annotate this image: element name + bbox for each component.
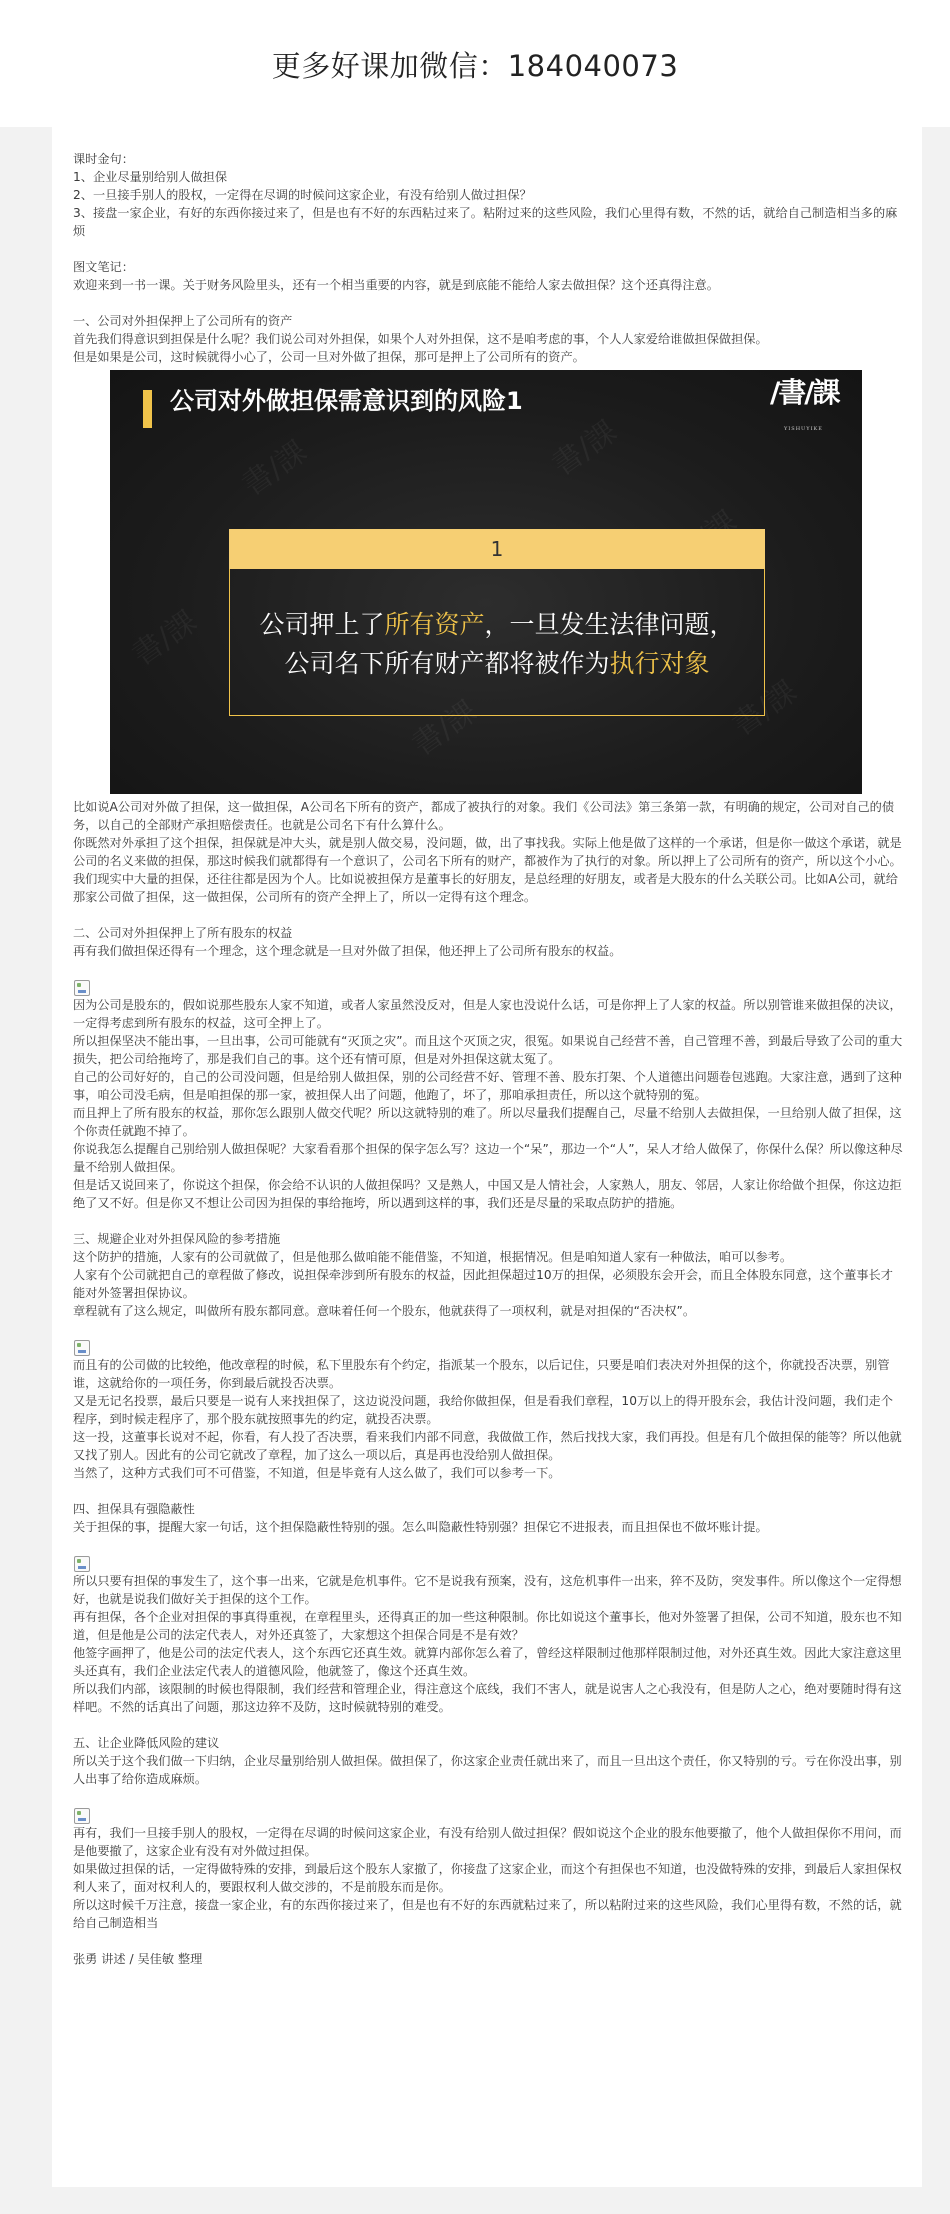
quote-3: 3、接盘一家企业，有好的东西你接过来了，但是也有不好的东西粘过来了。粘附过来的这些风险，我们心里得有数，不然的话，就给自己制造相当多的麻烦: [73, 206, 898, 238]
intro-paragraph: 欢迎来到一书一课。关于财务风险里头，还有一个相当重要的内容，就是到底能不能给人家去做担保？这个还真得注意。: [73, 278, 719, 292]
slide-point-line-2: 公司名下所有财产都将被作为执行对象: [284, 649, 710, 678]
quotes-heading: 课时金句：: [73, 152, 134, 166]
paragraph: 比如说A公司对外做了担保，这一做担保，A公司名下所有的资产，都成了被执行的对象。我们《公司法》第三条第一款，有明确的规定，公司对自己的债务，以自己的全部财产承担赔偿责任。也就是公司名下有什么算什么。: [73, 800, 895, 832]
paragraph: 但是话又说回来了，你说这个担保，你会给不认识的人做担保吗？又是熟人，中国又是人情社会，人家熟人，朋友、邻居，人家让你给做个担保，你这边拒绝了又不好。但是你又不想让公司因为担保的事给拖垮，所以遇到这样的事，我们还是尽量的采取点防护的措施。: [73, 1178, 902, 1210]
wechat-ad-text: 更多好课加微信：184040073: [271, 49, 679, 83]
paragraph: 关于担保的事，提醒大家一句话，这个担保隐蔽性特别的强。怎么叫隐蔽性特别强？担保它不进报表，而且担保也不做坏账计提。: [73, 1520, 768, 1534]
paragraph: 所以我们内部，该限制的时候也得限制，我们经营和管理企业，得注意这个底线，我们不害人，就是说害人之心我没有，但是防人之心，绝对要随时得有这样吧。不然的话真出了问题，那这边猝不及防，这时候就特别的难受。: [73, 1682, 902, 1714]
paragraph: 章程就有了这么规定，叫做所有股东都同意。意味着任何一个股东，他就获得了一项权利，就是对担保的“否决权”。: [73, 1304, 696, 1318]
paragraph: 自己的公司好好的，自己的公司没问题，但是给别人做担保，别的公司经营不好、管理不善、股东打架、个人道德出问题卷包逃跑。大家注意，遇到了这种事，咱公司没毛病，但是咱担保的那一家，被担保人出了问题，他跑了，坏了，那咱承担责任，所以这个就特别的冤。: [73, 1070, 902, 1102]
paragraph: 这一投，这董事长说对不起，你看，有人投了否决票，看来我们内部不同意，我做做工作，然后找找大家，我们再投。但是有几个做担保的能等？所以他就又找了别人。因此有的公司它就改了章程，加了这么一项以后，真是再也没给别人做担保。: [73, 1430, 902, 1462]
paragraph: 所以只要有担保的事发生了，这个事一出来，它就是危机事件。它不是说我有预案，没有，这危机事件一出来，猝不及防，突发事件。所以像这个一定得想好，也就是说我们做好关于担保的这个工作。: [73, 1574, 902, 1606]
watermark: 書/課: [546, 414, 624, 484]
quote-1: 1、企业尽量别给别人做担保: [73, 170, 228, 184]
paragraph: 而且押上了所有股东的权益，那你怎么跟别人做交代呢？所以这就特别的难了。所以尽量我们提醒自己，尽量不给别人去做担保，一旦给别人做了担保，这个你责任就跑不掉了。: [73, 1106, 902, 1138]
yishuyike-logo: /書/課 YISHUYIKE: [770, 376, 839, 432]
broken-image-icon: [74, 1808, 90, 1824]
author-credit: 张勇 讲述 / 吴佳敏 整理: [73, 1952, 203, 1966]
broken-image-icon: [74, 1556, 90, 1572]
paragraph: 又是无记名投票，最后只要是一说有人来找担保了，这边说没问题，我给你做担保，但是看我们章程，10万以上的得开股东会，我估计没问题，我们走个程序，到时候走程序了，那个股东就按照事先的约定，就投否决票。: [73, 1394, 893, 1426]
paragraph: 所以关于这个我们做一下归纳，企业尽量别给别人做担保。做担保了，你这家企业责任就出来了，而且一旦出这个责任，你又特别的亏。亏在你没出事，别人出事了给你造成麻烦。: [73, 1754, 902, 1786]
broken-image-icon: [74, 1340, 90, 1356]
paragraph: 所以这时候千万注意，接盘一家企业，有的东西你接过来了，但是也有不好的东西就粘过来了，所以粘附过来的这些风险，我们心里得有数，不然的话，就给自己制造相当: [73, 1898, 902, 1930]
paragraph: 所以担保坚决不能出事，一旦出事，公司可能就有“灭顶之灾”。而且这个灭顶之灾，很冤。如果说自己经营不善，自己管理不善，到最后导致了公司的重大损失，把公司给拖垮了，那是我们自己的事。这个还有情可原，但是对外担保这就太冤了。: [73, 1034, 903, 1066]
watermark: 書/課: [126, 604, 204, 674]
quote-2: 2、一旦接手别人的股权，一定得在尽调的时候问这家企业，有没有给别人做过担保？: [73, 188, 532, 202]
paragraph: 人家有个公司就把自己的章程做了修改，说担保牵涉到所有股东的权益，因此担保超过10万的担保，必须股东会开会，而且全体股东同意，这个董事长才能对外签署担保协议。: [73, 1268, 893, 1300]
watermark: 書/課: [236, 434, 314, 504]
paragraph: 首先我们得意识到担保是什么呢？我们说公司对外担保，如果个人对外担保，这不是咱考虑的事，个人人家爱给谁做担保做担保。: [73, 332, 768, 346]
section-3-title: 三、规避企业对外担保风险的参考措施: [73, 1232, 281, 1246]
paragraph: 当然了，这种方式我们可不可借鉴，不知道，但是毕竟有人这么做了，我们可以参考一下。: [73, 1466, 561, 1480]
section-5-title: 五、让企业降低风险的建议: [73, 1736, 220, 1750]
slide-title: 公司对外做担保需意识到的风险1: [170, 387, 523, 415]
paragraph: 他签字画押了，他是公司的法定代表人，这个东西它还真生效。就算内部你怎么着了，曾经这样限制过他那样限制过他，对外还真生效。因此大家注意这里头还真有，我们企业法定代表人的道德风险，他就签了，像这个还真生效。: [73, 1646, 902, 1678]
paragraph: 如果做过担保的话，一定得做特殊的安排，到最后这个股东人家撤了，你接盘了这家企业，而这个有担保也不知道，也没做特殊的安排，到最后人家担保权利人来了，面对权利人的，要跟权利人做交涉的，不是前股东而是你。: [73, 1862, 902, 1894]
paragraph: 再有担保，各个企业对担保的事真得重视，在章程里头，还得真正的加一些这种限制。你比如说这个董事长，他对外签署了担保，公司不知道，股东也不知道，但是他是公司的法定代表人，对外还真签了，大家想这个担保合同是不是有效？: [73, 1610, 902, 1642]
article-content: [73, 150, 903, 1968]
paragraph: 这个防护的措施，人家有的公司就做了，但是他那么做咱能不能借鉴，不知道，根据情况。但是咱知道人家有一种做法，咱可以参考。: [73, 1250, 793, 1264]
watermark: 書/課: [726, 674, 804, 744]
watermark: 書/課: [406, 694, 484, 764]
broken-image-icon: [74, 980, 90, 996]
section-4-title: 四、担保具有强隐蔽性: [73, 1502, 195, 1516]
slide-point-number: 1: [490, 537, 504, 561]
slide-title-bar: [143, 390, 152, 428]
section-2-title: 二、公司对外担保押上了所有股东的权益: [73, 926, 293, 940]
paragraph: 但是如果是公司，这时候就得小心了，公司一旦对外做了担保，那可是押上了公司所有的资产。: [73, 350, 585, 364]
section-1-title: 一、公司对外担保押上了公司所有的资产: [73, 314, 293, 328]
lecture-slide-image: [110, 370, 862, 794]
paragraph: 再有我们做担保还得有一个理念，这个理念就是一旦对外做了担保，他还押上了公司所有股东的权益。: [73, 944, 622, 958]
paragraph: 再有，我们一旦接手别人的股权，一定得在尽调的时候问这家企业，有没有给别人做过担保？假如说这个企业的股东他要撤了，他个人做担保你不用问，而是他要撤了，这家企业有没有对外做过担保。: [73, 1826, 902, 1858]
paragraph: 你既然对外承担了这个担保，担保就是冲大头，就是别人做交易，没问题，做，出了事找我。实际上他是做了这样的一个承诺，但是你一做这个承诺，就是公司的名义来做的担保，那这时候我们就都得有一个意识了，公司名下所有的财产，都被作为了执行的对象。所以押上了公司所有的资产，所以这个小心。: [73, 836, 902, 868]
top-ad-banner: [0, 0, 950, 127]
paragraph: 因为公司是股东的，假如说那些股东人家不知道，或者人家虽然没反对，但是人家也没说什么话，可是你押上了人家的权益。所以别管谁来做担保的决议，一定得考虑到所有股东的权益，这可全押上了。: [73, 998, 902, 1030]
paragraph: 你说我怎么提醒自己别给别人做担保呢？大家看看那个担保的保字怎么写？这边一个“呆”，那边一个“人”，呆人才给人做保了，你保什么保？所以像这种尽量不给别人做担保。: [73, 1142, 903, 1174]
paragraph: 我们现实中大量的担保，还往往都是因为个人。比如说被担保方是董事长的好朋友，是总经理的好朋友，或者是大股东的什么关联公司。比如A公司，就给那家公司做了担保，这一做担保，公司所有的资产全押上了，所以一定得有这个理念。: [73, 872, 898, 904]
notes-heading: 图文笔记：: [73, 260, 134, 274]
slide-point-line-1: 公司押上了所有资产，一旦发生法律问题，: [259, 610, 735, 639]
paragraph: 而且有的公司做的比较绝，他改章程的时候，私下里股东有个约定，指派某一个股东，以后记住，只要是咱们表决对外担保的这个，你就投否决票，别管谁，这就给你的一项任务，你到最后就投否决票。: [73, 1358, 890, 1390]
